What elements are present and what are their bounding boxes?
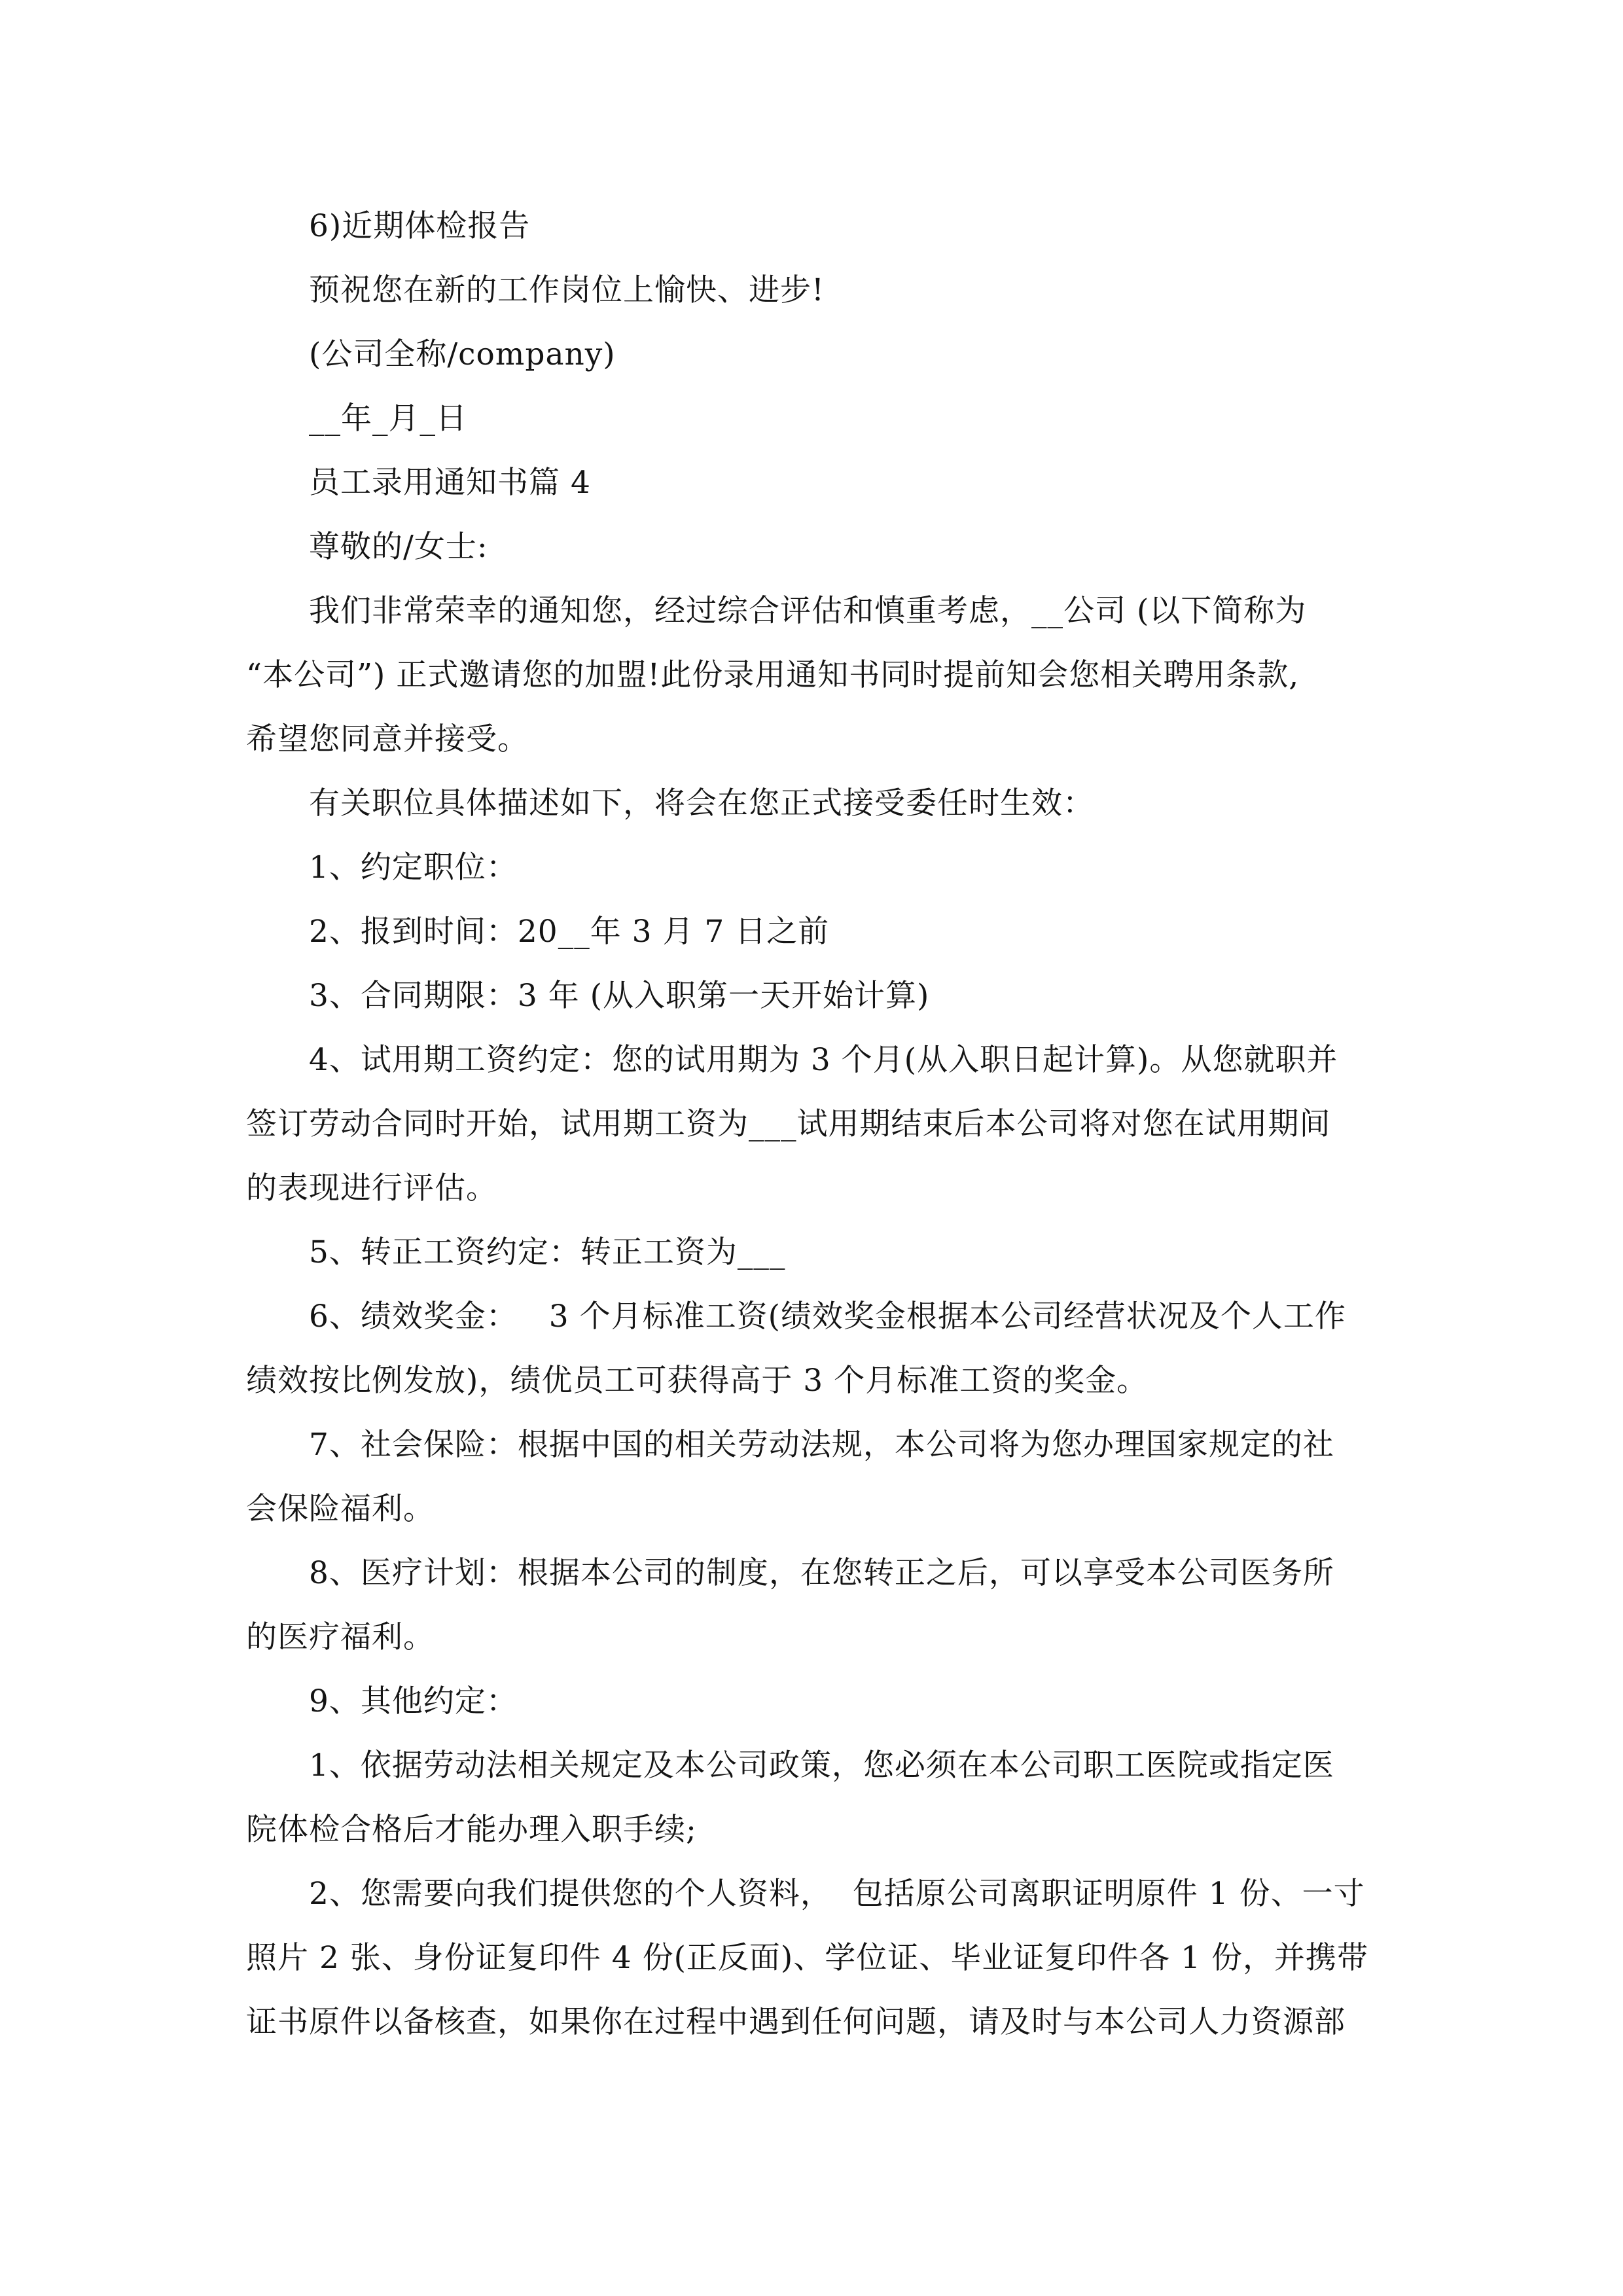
section-title: 员工录用通知书篇 4 (309, 465, 591, 501)
paragraph-line: 绩效按比例发放)，绩优员工可获得高于 3 个月标准工资的奖金。 (246, 1363, 1149, 1399)
closing-wishes: 预祝您在新的工作岗位上愉快、进步! (309, 272, 825, 308)
paragraph-line: 的医疗福利。 (246, 1619, 435, 1655)
salutation: 尊敬的/女士: (309, 529, 488, 565)
paragraph-line: 希望您同意并接受。 (246, 721, 529, 757)
paragraph-line: “本公司”) 正式邀请您的加盟!此份录用通知书同时提前知会您相关聘用条款, (246, 657, 1300, 693)
clause-report-date: 2、报到时间：20__年 3 月 7 日之前 (309, 914, 830, 950)
other-item-medical-exam: 1、依据劳动法相关规定及本公司政策，您必须在本公司职工医院或指定医 (309, 1748, 1334, 1784)
paragraph-line: 会保险福利。 (246, 1491, 435, 1527)
paragraph-line: 证书原件以备核查，如果你在过程中遇到任何问题，请及时与本公司人力资源部 (246, 2004, 1346, 2040)
paragraph-line: 签订劳动合同时开始，试用期工资为___试用期结束后本公司将对您在试用期间 (246, 1106, 1331, 1142)
paragraph-line: 我们非常荣幸的通知您，经过综合评估和慎重考虑，__公司 (以下简称为 (309, 593, 1307, 629)
paragraph-line: 院体检合格后才能办理入职手续; (246, 1812, 697, 1848)
clause-performance-bonus: 6、绩效奖金： 3 个月标准工资(绩效奖金根据本公司经营状况及个人工作 (309, 1299, 1346, 1335)
paragraph-line: 的表现进行评估。 (246, 1170, 497, 1206)
paragraph-line: 有关职位具体描述如下，将会在您正式接受委任时生效： (309, 785, 1094, 821)
clause-regular-salary: 5、转正工资约定：转正工资为___ (309, 1234, 786, 1270)
paragraph-line: 照片 2 张、身份证复印件 4 份(正反面)、学位证、毕业证复印件各 1 份，并携带 (246, 1940, 1369, 1976)
date-placeholder: __年_月_日 (309, 401, 467, 437)
list-item-medical-report: 6)近期体检报告 (309, 208, 531, 244)
clause-medical-plan: 8、医疗计划：根据本公司的制度，在您转正之后，可以享受本公司医务所 (309, 1555, 1334, 1591)
clause-contract-term: 3、合同期限：3 年 (从入职第一天开始计算) (309, 978, 930, 1014)
other-item-personal-documents: 2、您需要向我们提供您的个人资料， 包括原公司离职证明原件 1 份、一寸 (309, 1876, 1365, 1912)
clause-position: 1、约定职位： (309, 850, 518, 886)
clause-probation-salary: 4、试用期工资约定：您的试用期为 3 个月(从入职日起计算)。从您就职并 (309, 1042, 1338, 1078)
clause-other: 9、其他约定： (309, 1683, 518, 1719)
clause-social-insurance: 7、社会保险：根据中国的相关劳动法规，本公司将为您办理国家规定的社 (309, 1427, 1334, 1463)
company-name-placeholder: (公司全称/company) (309, 336, 616, 372)
